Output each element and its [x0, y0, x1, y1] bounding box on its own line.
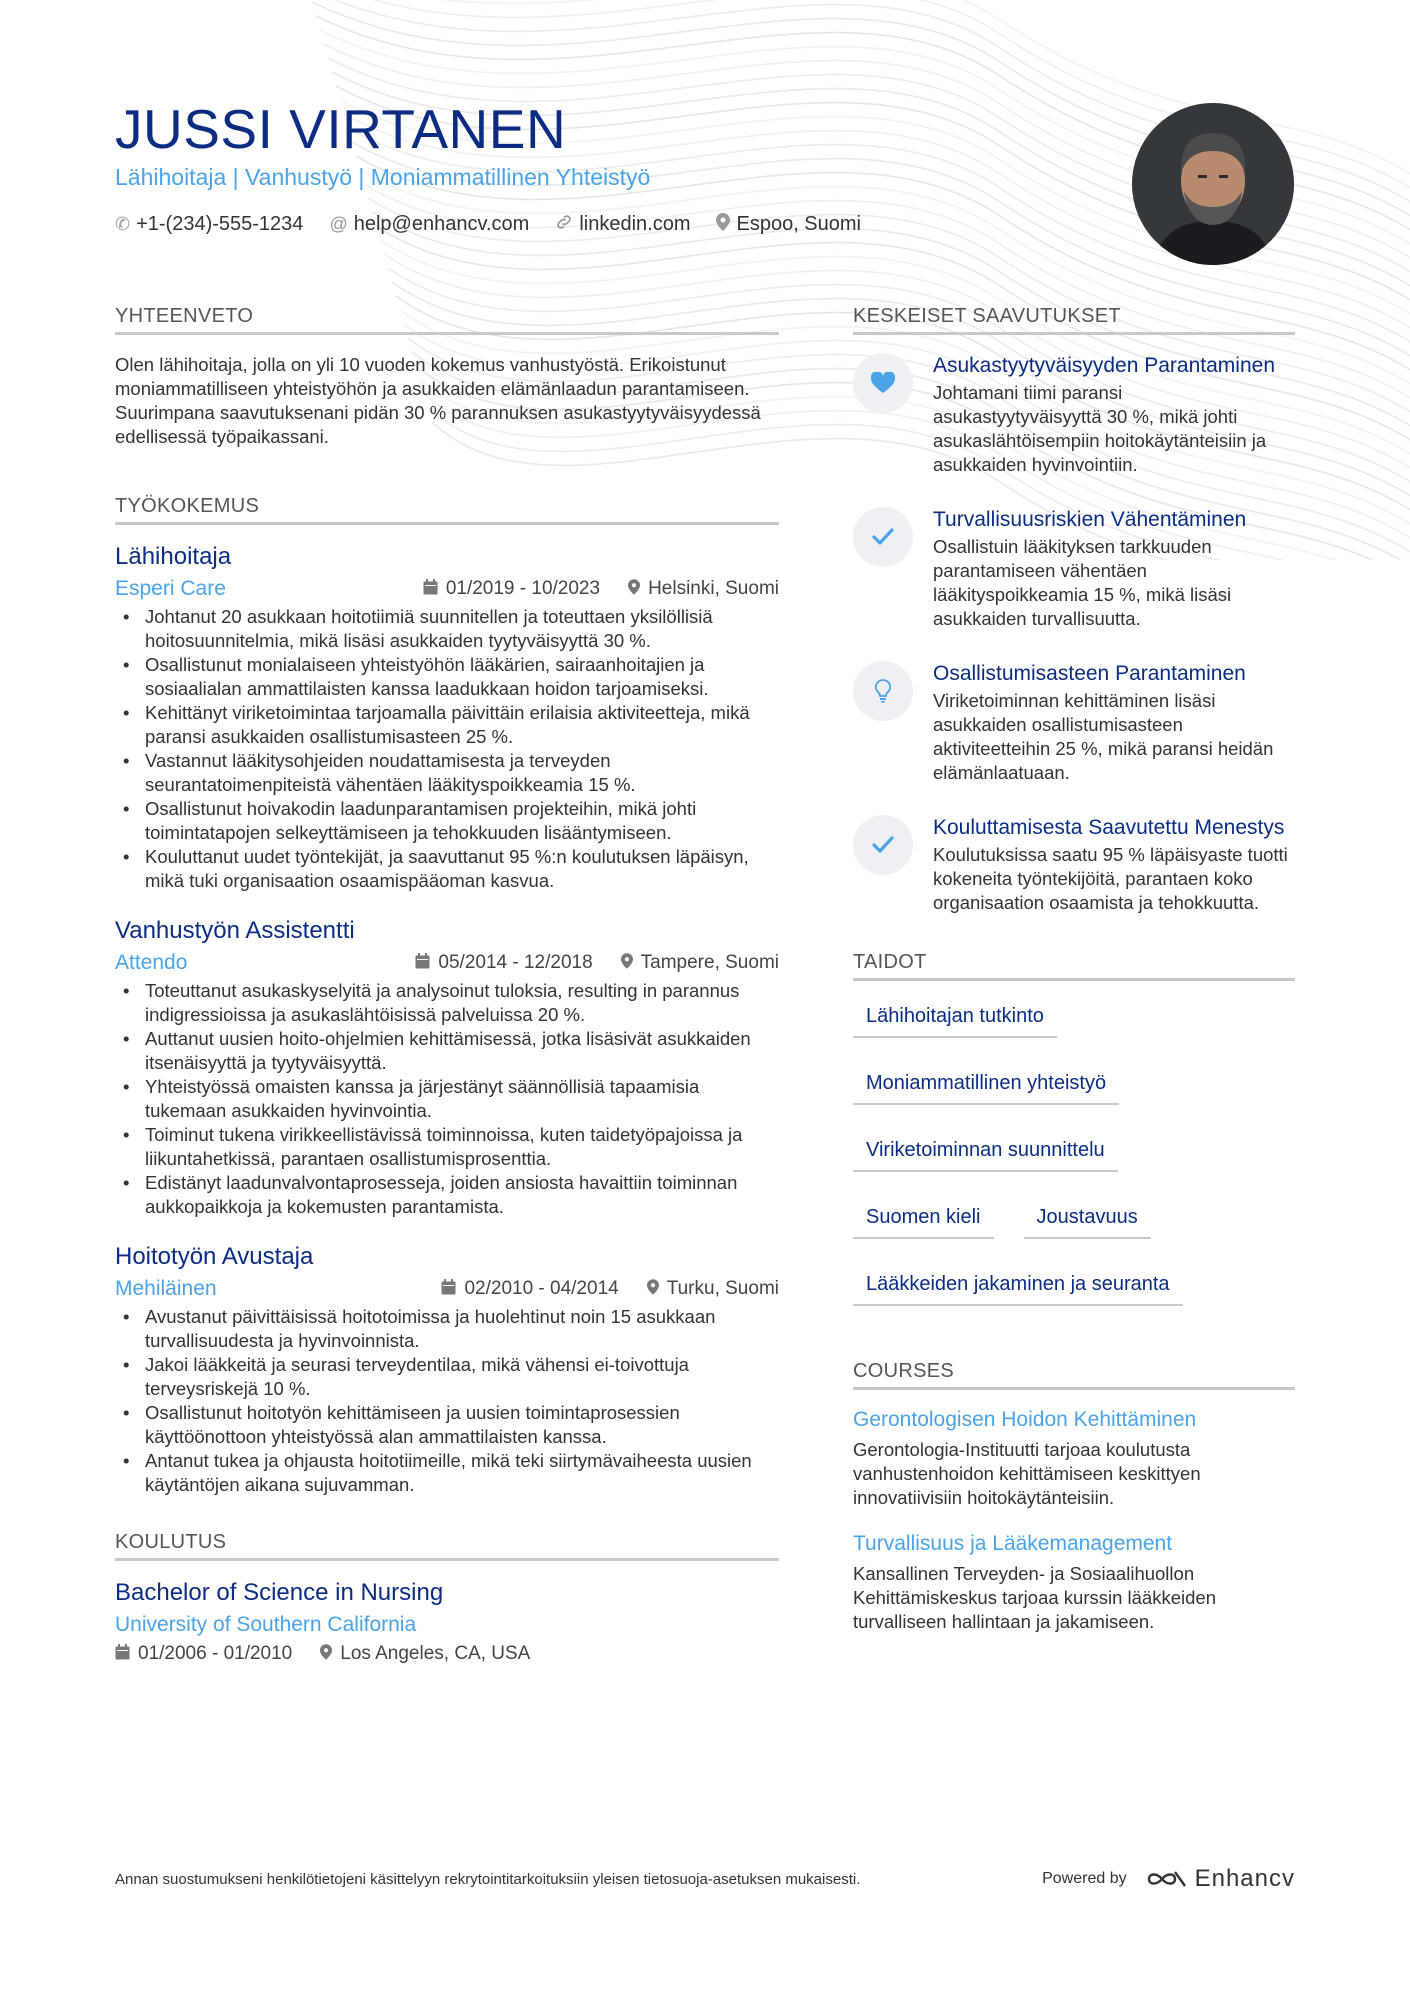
map-pin-icon	[320, 1644, 332, 1665]
job-bullet: • Osallistunut monialaiseen yhteistyöhön lääkärien, sairaanhoitajien ja sosiaalialan ammattilaisten kanssa laadukkaan hoidon tarjoamiseksi.	[115, 653, 779, 701]
achievement-title: Osallistumisasteen Parantaminen	[933, 662, 1246, 685]
job-bullets	[115, 979, 779, 1219]
education-school: University of Southern California	[115, 1613, 417, 1636]
contact-location	[716, 213, 861, 236]
education-heading: KOULUTUS	[115, 1531, 779, 1561]
job-location-text: Helsinki, Suomi	[648, 578, 779, 599]
job-title: Vanhustyön Assistentti	[115, 917, 355, 944]
job-bullet: • Kehittänyt viriketoimintaa tarjoamalla päivittäin erilaisia aktiviteetteja, mikä paransi asukkaiden osallistumisasteen 25 %.	[115, 701, 779, 749]
job-bullet: • Osallistunut hoitotyön kehittämiseen ja uusien toimintaprosessien käyttöönottoon yhteistyössä alan ammattilaisten kanssa.	[115, 1401, 779, 1449]
job-bullet: • Johtanut 20 asukkaan hoitotiimiä suunnitellen ja toteuttaen yksilöllisiä hoitosuunnitelmia, mikä lisäsi asukkaiden tyytyväisyyttä 30 %.	[115, 605, 779, 653]
job-bullet: • Toiminut tukena virikkeellistävissä toiminnoissa, kuten taidetyöpajoissa ja liikuntahetkissä, parantaen osallistumisprosenttia.	[115, 1123, 779, 1171]
skill-list	[853, 999, 1295, 1306]
courses-section	[853, 1360, 1295, 1634]
skill-tag: Lähihoitajan tutkinto	[853, 999, 1057, 1038]
calendar-icon	[423, 579, 438, 600]
education-degree: Bachelor of Science in Nursing	[115, 1579, 444, 1606]
achievement-title: Kouluttamisesta Saavutettu Menestys	[933, 816, 1285, 839]
achievement-title: Asukastyytyväisyyden Parantaminen	[933, 354, 1275, 377]
job-dates	[441, 1278, 618, 1300]
contact-phone[interactable]	[115, 213, 303, 236]
skill-tag: Joustavuus	[1024, 1200, 1151, 1239]
achievement-title: Turvallisuusriskien Vähentäminen	[933, 508, 1247, 531]
calendar-icon	[415, 953, 430, 974]
achievement-item	[853, 507, 1295, 631]
map-pin-icon	[647, 1279, 659, 1300]
achievement-item	[853, 353, 1295, 477]
job-bullet: • Toteuttanut asukaskyselyitä ja analysoinut tuloksia, resulting in parannus indigressioissa ja asukaslähtöisissä palveluissa 20 %.	[115, 979, 779, 1027]
course-list	[853, 1408, 1295, 1634]
job-bullet: • Kouluttanut uudet työntekijät, ja saavuttanut 95 %:n koulutuksen läpäisyn, mikä tuki organisaation osaamispääoman kasvua.	[115, 845, 779, 893]
powered-by[interactable]	[1042, 1865, 1295, 1893]
check-icon	[853, 815, 913, 875]
job-entry	[115, 1243, 779, 1497]
skills-heading: TAIDOT	[853, 951, 1295, 981]
job-title: Lähihoitaja	[115, 543, 232, 570]
course-desc: Kansallinen Terveyden- ja Sosiaalihuollon Kehittämiskeskus tarjoaa kurssin lääkkeiden turvalliseen hallintaan ja jakamiseen.	[853, 1563, 1216, 1632]
link-icon	[555, 213, 573, 236]
job-list	[115, 543, 779, 1497]
job-bullet: • Avustanut päivittäisissä hoitotoimissa ja huolehtinut noin 15 asukkaan turvallisuudesta ja hyvinvoinnista.	[115, 1305, 779, 1353]
job-meta	[115, 951, 779, 975]
achievement-desc: Koulutuksissa saatu 95 % läpäisyaste tuotti kokeneita työntekijöitä, parantaen koko organisaation osaamista ja tehokkuutta.	[933, 844, 1288, 913]
course-title: Turvallisuus ja Lääkemanagement	[853, 1532, 1173, 1555]
summary-text: Olen lähihoitaja, jolla on yli 10 vuoden kokemus vanhustyöstä. Erikoistunut moniammatilliseen yhteistyöhön ja asukkaiden elämänlaadun parantamiseen. Suurimpana saavutuksenani pidän 30 % parannuksen asukastyytyväisyydessä edellisessä työpaikassani.	[115, 354, 761, 447]
candidate-subtitle: Lähihoitaja | Vanhustyö | Moniammatillinen Yhteistyö	[115, 164, 651, 190]
achievement-desc: Viriketoiminnan kehittäminen lisäsi asukkaiden osallistumisasteen aktiviteetteihin 25 %, mikä paransi heidän elämänlaatuaan.	[933, 690, 1274, 783]
education-dates-text: 01/2006 - 01/2010	[138, 1643, 293, 1664]
phone-text: +1-(234)-555-1234	[136, 213, 304, 235]
contact-linkedin[interactable]	[555, 213, 690, 236]
skill-tag: Lääkkeiden jakaminen ja seuranta	[853, 1267, 1183, 1306]
map-pin-icon	[716, 213, 730, 236]
job-company: Mehiläinen	[115, 1277, 217, 1300]
education-section	[115, 1531, 779, 1665]
job-meta	[115, 577, 779, 601]
check-icon	[853, 507, 913, 567]
course-title: Gerontologisen Hoidon Kehittäminen	[853, 1408, 1197, 1431]
lightbulb-icon	[853, 661, 913, 721]
education-location	[320, 1643, 530, 1665]
job-dates	[415, 952, 592, 974]
education-dates	[115, 1643, 292, 1665]
experience-section	[115, 495, 779, 1497]
job-location	[628, 578, 779, 600]
achievement-body	[933, 661, 1295, 785]
job-bullet: • Osallistunut hoivakodin laadunparantamisen projekteihin, mikä johti toimintatapojen selkeyttämiseen ja tehokkuuden lisääntymiseen.	[115, 797, 779, 845]
heart-icon	[853, 353, 913, 413]
job-dates	[423, 578, 600, 600]
calendar-icon	[441, 1279, 456, 1300]
achievement-desc: Johtamani tiimi paransi asukastyytyväisyyttä 30 %, mikä johti asukaslähtöisempiin hoitokäytänteisiin ja asukkaiden hyvinvointiin.	[933, 382, 1267, 475]
achievements-heading: KESKEISET SAAVUTUKSET	[853, 305, 1295, 335]
courses-heading: COURSES	[853, 1360, 1295, 1390]
contact-row	[115, 213, 1015, 236]
skill-tag: Viriketoiminnan suunnittelu	[853, 1133, 1118, 1172]
location-text: Espoo, Suomi	[736, 213, 861, 235]
job-bullet: • Auttanut uusien hoito-ohjelmien kehittämisessä, jotka lisäsivät asukkaiden itsenäisyyttä ja tyytyväisyyttä.	[115, 1027, 779, 1075]
job-meta-right	[415, 952, 779, 974]
consent-text: Annan suostumukseni henkilötietojeni käsittelyyn rekrytointitarkoituksiin yleisen tietosuoja-asetuksen mukaisesti.	[115, 1870, 861, 1888]
job-meta-right	[423, 578, 779, 600]
achievements-section	[853, 305, 1295, 915]
contact-email[interactable]	[329, 213, 529, 236]
at-icon: @	[329, 214, 348, 234]
summary-section	[115, 305, 779, 449]
enhancv-logo	[1145, 1865, 1295, 1893]
right-column	[853, 305, 1295, 1680]
left-column	[115, 305, 779, 1711]
education-location-text: Los Angeles, CA, USA	[340, 1643, 531, 1664]
job-entry	[115, 917, 779, 1219]
resume-header	[115, 98, 1015, 236]
achievement-item	[853, 815, 1295, 915]
job-dates-text: 01/2019 - 10/2023	[445, 578, 601, 599]
job-location-text: Tampere, Suomi	[640, 952, 779, 973]
job-bullet: • Antanut tukea ja ohjausta hoitotiimeille, mikä teki siirtymävaiheesta uusien käytäntöjen aikana sujuvamman.	[115, 1449, 779, 1497]
job-company: Attendo	[115, 951, 188, 974]
achievement-body	[933, 507, 1295, 631]
course-item	[853, 1532, 1295, 1634]
job-dates-text: 02/2010 - 04/2014	[464, 1278, 619, 1299]
brand-text: Enhancv	[1194, 1865, 1295, 1892]
powered-by-label: Powered by	[1042, 1870, 1127, 1887]
education-meta	[115, 1643, 779, 1665]
skill-tag: Suomen kieli	[853, 1200, 994, 1239]
experience-heading: TYÖKOKEMUS	[115, 495, 779, 525]
job-bullet: • Jakoi lääkkeitä ja seurasi terveydentilaa, mikä vähensi ei-toivottuja terveysriskejä 10 %.	[115, 1353, 779, 1401]
map-pin-icon	[621, 953, 633, 974]
job-location-text: Turku, Suomi	[666, 1278, 779, 1299]
skill-tag: Moniammatillinen yhteistyö	[853, 1066, 1119, 1105]
candidate-name: JUSSI VIRTANEN	[115, 98, 567, 160]
job-meta-right	[441, 1278, 779, 1300]
job-bullet: • Vastannut lääkitysohjeiden noudattamisesta ja terveyden seurantatoimenpiteistä vähentäen lääkityspoikkeamia 15 %.	[115, 749, 779, 797]
page-footer	[115, 1865, 1295, 1893]
job-location	[647, 1278, 779, 1300]
job-bullets	[115, 1305, 779, 1497]
enhancv-mark-icon	[1145, 1868, 1189, 1890]
job-title: Hoitotyön Avustaja	[115, 1243, 314, 1270]
job-location	[621, 952, 779, 974]
job-company: Esperi Care	[115, 577, 226, 600]
achievement-list	[853, 353, 1295, 915]
achievement-desc: Osallistuin lääkityksen tarkkuuden parantamiseen vähentäen lääkityspoikkeamia 15 %, mikä lisäsi asukkaiden turvallisuutta.	[933, 536, 1232, 629]
job-meta	[115, 1277, 779, 1301]
achievement-body	[933, 353, 1295, 477]
calendar-icon	[115, 1644, 130, 1665]
job-bullet: • Yhteistyössä omaisten kanssa ja järjestänyt säännöllisiä tapaamisia tukemaan asukkaiden hyvinvointia.	[115, 1075, 779, 1123]
job-bullet: • Edistänyt laadunvalvontaprosesseja, joiden ansiosta havaittiin toiminnan aukkopaikkoja ja kokemusten parantamista.	[115, 1171, 779, 1219]
map-pin-icon	[628, 579, 640, 600]
skills-section	[853, 951, 1295, 1306]
linkedin-text: linkedin.com	[579, 213, 691, 235]
achievement-item	[853, 661, 1295, 785]
profile-photo	[1132, 103, 1294, 265]
email-text: help@enhancv.com	[353, 213, 530, 235]
job-entry	[115, 543, 779, 893]
job-dates-text: 05/2014 - 12/2018	[438, 952, 593, 973]
phone-icon: ✆	[115, 214, 131, 234]
job-bullets	[115, 605, 779, 893]
summary-heading: YHTEENVETO	[115, 305, 779, 335]
course-desc: Gerontologia-Instituutti tarjoaa koulutusta vanhustenhoidon kehittämiseen keskittyen innovatiivisiin hoitokäytänteisiin.	[853, 1439, 1201, 1508]
achievement-body	[933, 815, 1295, 915]
course-item	[853, 1408, 1295, 1510]
